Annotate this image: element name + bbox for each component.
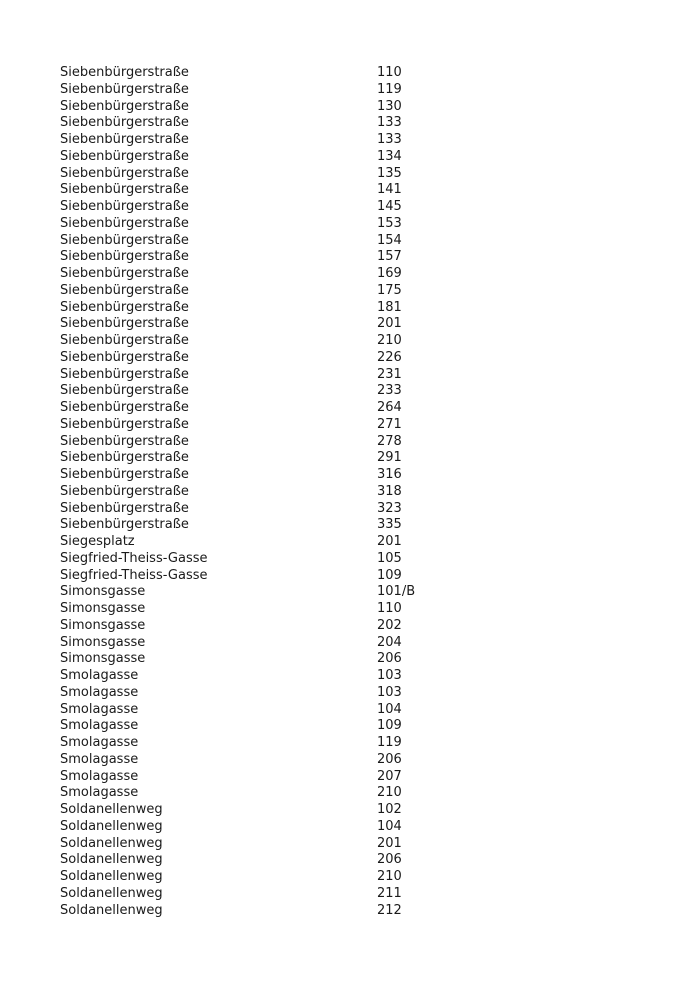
- table-row: [60, 300, 620, 317]
- street-name-cell: Siegesplatz: [60, 534, 135, 549]
- table-row: [60, 350, 620, 367]
- street-name-cell: Siebenbürgerstraße: [60, 165, 189, 181]
- house-number-cell: 119: [377, 81, 402, 97]
- table-row: [60, 618, 620, 635]
- street-name-cell: Soldanellenweg: [60, 835, 163, 851]
- house-number-cell: 169: [377, 266, 402, 281]
- house-number-cell: 210: [377, 333, 402, 348]
- table-row: [60, 166, 620, 183]
- house-number-cell: 134: [377, 148, 402, 164]
- table-row: [60, 819, 620, 836]
- street-name-cell: Simonsgasse: [60, 584, 146, 600]
- street-name-cell: Siebenbürgerstraße: [60, 232, 189, 248]
- table-row: [60, 434, 620, 451]
- house-number-cell: 201: [377, 835, 402, 851]
- table-row: [60, 266, 620, 283]
- street-name-cell: Siebenbürgerstraße: [60, 115, 189, 131]
- house-number-cell: 210: [377, 869, 402, 884]
- house-number-cell: 204: [377, 634, 402, 650]
- house-number-cell: 101/B: [377, 584, 416, 600]
- street-name-cell: Smolagasse: [60, 718, 139, 734]
- house-number-cell: 153: [377, 215, 402, 231]
- street-name-cell: Siebenbürgerstraße: [60, 500, 189, 516]
- street-name-cell: Simonsgasse: [60, 601, 146, 616]
- house-number-cell: 109: [377, 567, 402, 583]
- house-number-cell: 141: [377, 182, 402, 198]
- house-number-cell: 130: [377, 98, 402, 114]
- table-row: [60, 501, 620, 518]
- street-name-cell: Siebenbürgerstraße: [60, 249, 189, 265]
- table-row: [60, 383, 620, 400]
- street-name-cell: Siebenbürgerstraße: [60, 366, 189, 382]
- house-number-cell: 201: [377, 534, 402, 549]
- street-name-cell: Siebenbürgerstraße: [60, 416, 189, 432]
- street-name-cell: Smolagasse: [60, 701, 139, 717]
- table-row: [60, 551, 620, 568]
- street-name-cell: Siebenbürgerstraße: [60, 182, 189, 198]
- table-row: [60, 635, 620, 652]
- table-row: [60, 82, 620, 99]
- street-name-cell: Siebenbürgerstraße: [60, 65, 189, 80]
- table-row: [60, 534, 620, 551]
- table-row: [60, 467, 620, 484]
- street-name-cell: Siebenbürgerstraße: [60, 383, 189, 399]
- street-name-cell: Simonsgasse: [60, 617, 146, 633]
- table-row: [60, 333, 620, 350]
- street-name-cell: Siegfried-Theiss-Gasse: [60, 567, 208, 583]
- house-number-cell: 104: [377, 818, 402, 834]
- table-row: [60, 702, 620, 719]
- house-number-cell: 154: [377, 232, 402, 248]
- table-row: [60, 852, 620, 869]
- house-number-cell: 231: [377, 366, 402, 382]
- street-name-cell: Smolagasse: [60, 684, 139, 700]
- house-number-cell: 335: [377, 517, 402, 533]
- table-row: [60, 283, 620, 300]
- table-row: [60, 99, 620, 116]
- table-row: [60, 785, 620, 802]
- house-number-cell: 210: [377, 785, 402, 801]
- house-number-cell: 264: [377, 400, 402, 415]
- street-name-cell: Siebenbürgerstraße: [60, 266, 189, 281]
- street-name-cell: Siebenbürgerstraße: [60, 215, 189, 231]
- street-name-cell: Siebenbürgerstraße: [60, 148, 189, 164]
- table-row: [60, 484, 620, 501]
- table-row: [60, 836, 620, 853]
- house-number-cell: 271: [377, 416, 402, 432]
- table-row: [60, 718, 620, 735]
- house-number-cell: 278: [377, 433, 402, 449]
- house-number-cell: 103: [377, 668, 402, 683]
- street-name-cell: Siebenbürgerstraße: [60, 282, 189, 298]
- street-name-cell: Siegfried-Theiss-Gasse: [60, 550, 208, 566]
- table-row: [60, 668, 620, 685]
- house-number-cell: 291: [377, 450, 402, 466]
- street-name-cell: Siebenbürgerstraße: [60, 517, 189, 533]
- street-name-cell: Soldanellenweg: [60, 869, 163, 884]
- house-number-cell: 211: [377, 885, 402, 901]
- house-number-cell: 110: [377, 65, 402, 80]
- table-row: [60, 367, 620, 384]
- table-row: [60, 249, 620, 266]
- table-row: [60, 886, 620, 903]
- table-row: [60, 400, 620, 417]
- street-name-cell: Siebenbürgerstraße: [60, 433, 189, 449]
- table-row: [60, 517, 620, 534]
- house-number-cell: 206: [377, 751, 402, 767]
- house-number-cell: 157: [377, 249, 402, 265]
- house-number-cell: 226: [377, 349, 402, 365]
- street-name-cell: Siebenbürgerstraße: [60, 483, 189, 499]
- table-row: [60, 568, 620, 585]
- table-row: [60, 65, 620, 82]
- street-name-cell: Simonsgasse: [60, 651, 146, 667]
- house-number-cell: 212: [377, 902, 402, 918]
- street-name-cell: Soldanellenweg: [60, 802, 163, 817]
- house-number-cell: 201: [377, 316, 402, 332]
- house-number-cell: 135: [377, 165, 402, 181]
- house-number-cell: 202: [377, 617, 402, 633]
- house-number-cell: 181: [377, 299, 402, 315]
- table-row: [60, 182, 620, 199]
- house-number-cell: 318: [377, 483, 402, 499]
- street-name-cell: Siebenbürgerstraße: [60, 349, 189, 365]
- house-number-cell: 207: [377, 768, 402, 784]
- street-name-cell: Soldanellenweg: [60, 902, 163, 918]
- address-table: [60, 65, 620, 919]
- table-row: [60, 584, 620, 601]
- table-row: [60, 601, 620, 618]
- table-row: [60, 417, 620, 434]
- street-name-cell: Soldanellenweg: [60, 885, 163, 901]
- house-number-cell: 133: [377, 132, 402, 147]
- house-number-cell: 110: [377, 601, 402, 616]
- table-row: [60, 735, 620, 752]
- house-number-cell: 323: [377, 500, 402, 516]
- street-name-cell: Siebenbürgerstraße: [60, 132, 189, 147]
- table-row: [60, 769, 620, 786]
- table-row: [60, 450, 620, 467]
- table-row: [60, 132, 620, 149]
- table-row: [60, 216, 620, 233]
- table-row: [60, 316, 620, 333]
- table-row: [60, 869, 620, 886]
- table-row: [60, 685, 620, 702]
- house-number-cell: 206: [377, 852, 402, 868]
- house-number-cell: 109: [377, 718, 402, 734]
- street-name-cell: Smolagasse: [60, 668, 139, 683]
- street-name-cell: Siebenbürgerstraße: [60, 199, 189, 214]
- table-row: [60, 752, 620, 769]
- street-name-cell: Siebenbürgerstraße: [60, 467, 189, 482]
- table-row: [60, 802, 620, 819]
- house-number-cell: 119: [377, 735, 402, 750]
- house-number-cell: 104: [377, 701, 402, 717]
- street-name-cell: Smolagasse: [60, 735, 139, 750]
- table-row: [60, 199, 620, 216]
- table-row: [60, 903, 620, 920]
- street-name-cell: Siebenbürgerstraße: [60, 450, 189, 466]
- street-name-cell: Siebenbürgerstraße: [60, 81, 189, 97]
- table-row: [60, 651, 620, 668]
- street-name-cell: Smolagasse: [60, 768, 139, 784]
- street-name-cell: Smolagasse: [60, 785, 139, 801]
- house-number-cell: 145: [377, 199, 402, 214]
- street-name-cell: Soldanellenweg: [60, 818, 163, 834]
- house-number-cell: 105: [377, 550, 402, 566]
- table-row: [60, 233, 620, 250]
- street-name-cell: Soldanellenweg: [60, 852, 163, 868]
- house-number-cell: 175: [377, 282, 402, 298]
- street-name-cell: Siebenbürgerstraße: [60, 333, 189, 348]
- street-name-cell: Smolagasse: [60, 751, 139, 767]
- house-number-cell: 133: [377, 115, 402, 131]
- table-row: [60, 115, 620, 132]
- house-number-cell: 206: [377, 651, 402, 667]
- table-row: [60, 149, 620, 166]
- house-number-cell: 102: [377, 802, 402, 817]
- street-name-cell: Siebenbürgerstraße: [60, 316, 189, 332]
- street-name-cell: Siebenbürgerstraße: [60, 299, 189, 315]
- street-name-cell: Simonsgasse: [60, 634, 146, 650]
- street-name-cell: Siebenbürgerstraße: [60, 400, 189, 415]
- house-number-cell: 233: [377, 383, 402, 399]
- street-name-cell: Siebenbürgerstraße: [60, 98, 189, 114]
- house-number-cell: 316: [377, 467, 402, 482]
- house-number-cell: 103: [377, 684, 402, 700]
